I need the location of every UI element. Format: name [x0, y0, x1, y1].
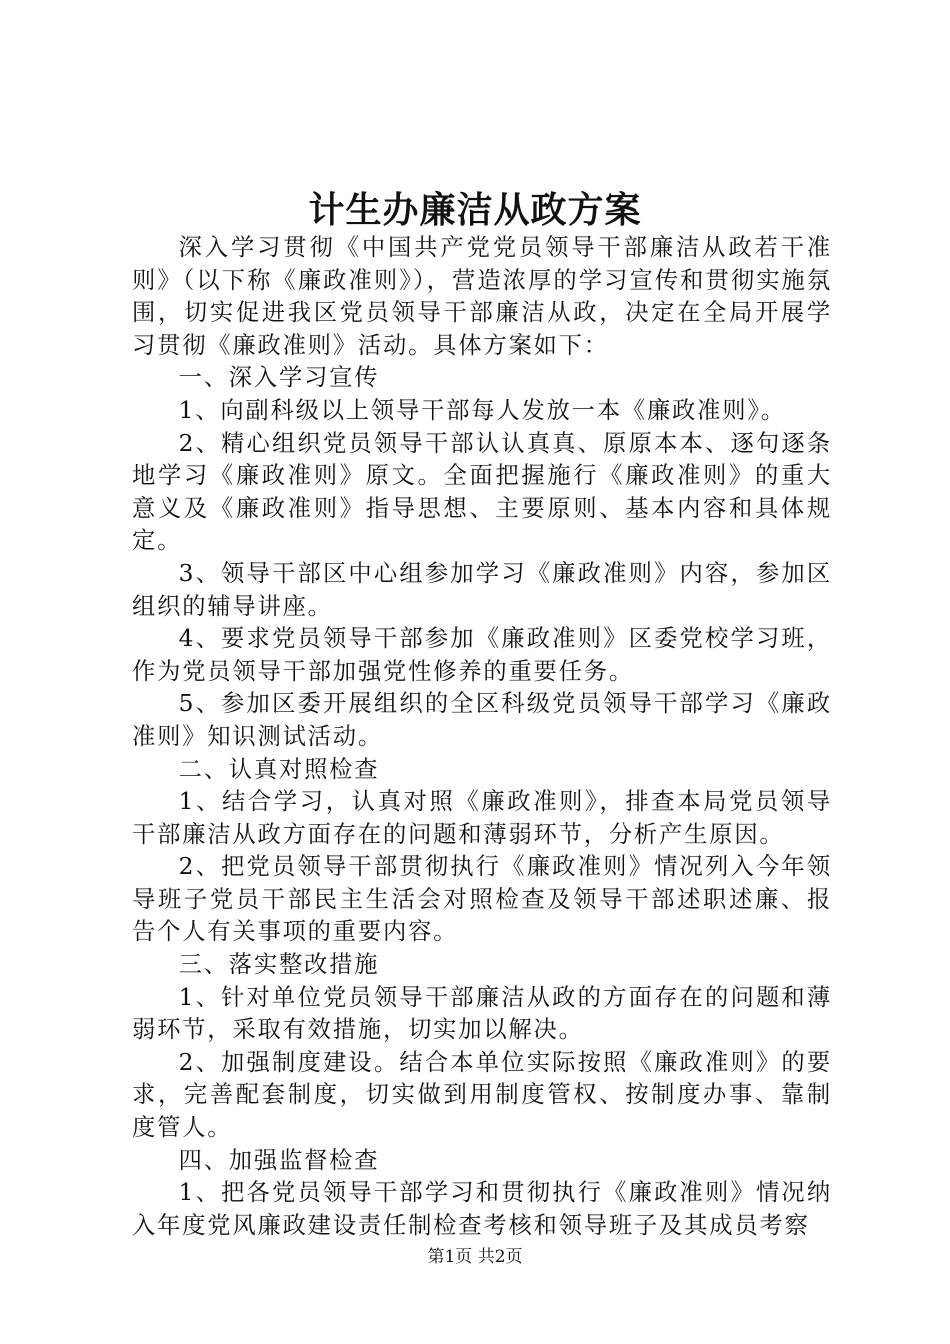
paragraph: 1、把各党员领导干部学习和贯彻执行《廉政准则》情况纳入年度党风廉政建设责任制检查考核和领导班子及其成员考察	[132, 1179, 832, 1239]
paragraph: 5、参加区委开展组织的全区科级党员领导干部学习《廉政准则》知识测试活动。	[132, 690, 832, 750]
paragraph: 2、加强制度建设。结合本单位实际按照《廉政准则》的要求，完善配套制度，切实做到用制度管权、按制度办事、靠制度管人。	[132, 1048, 832, 1142]
paragraph: 3、领导干部区中心组参加学习《廉政准则》内容，参加区组织的辅导讲座。	[132, 559, 832, 620]
page-footer: 第1页 共2页	[427, 1247, 523, 1267]
paragraph: 4、要求党员领导干部参加《廉政准则》区委党校学习班，作为党员领导干部加强党性修养的重要任务。	[132, 625, 832, 685]
paragraph: 1、向副科级以上领导干部每人发放一本《廉政准则》。	[178, 396, 786, 424]
paragraph: 2、精心组织党员领导干部认认真真、原原本本、逐句逐条地学习《廉政准则》原文。全面把握施行《廉政准则》的重大意义及《廉政准则》指导思想、主要原则、基本内容和具体规定。	[132, 429, 832, 555]
section-heading-3: 三、落实整改措施	[178, 951, 380, 979]
paragraph: 1、针对单位党员领导干部廉洁从政的方面存在的问题和薄弱环节，采取有效措施，切实加以解决。	[132, 983, 832, 1044]
paragraph-intro: 深入学习贯彻《中国共产党党员领导干部廉洁从政若干准则》（以下称《廉政准则》），营造浓厚的学习宣传和贯彻实施氛围，切实促进我区党员领导干部廉洁从政，决定在全局开展学习贯彻《廉政准则》活动。具体方案如下：	[132, 234, 832, 359]
section-heading-4: 四、加强监督检查	[178, 1146, 380, 1174]
paragraph: 2、把党员领导干部贯彻执行《廉政准则》情况列入今年领导班子党员干部民主生活会对照检查及领导干部述职述廉、报告个人有关事项的重要内容。	[132, 853, 832, 946]
section-heading-2: 二、认真对照检查	[178, 755, 380, 783]
paragraph: 1、结合学习，认真对照《廉政准则》，排查本局党员领导干部廉洁从政方面存在的问题和薄弱环节，分析产生原因。	[132, 788, 832, 848]
document-body	[132, 232, 832, 1242]
section-heading-1: 一、深入学习宣传	[178, 364, 380, 392]
document-title: 计生办廉洁从政方案	[308, 189, 642, 231]
